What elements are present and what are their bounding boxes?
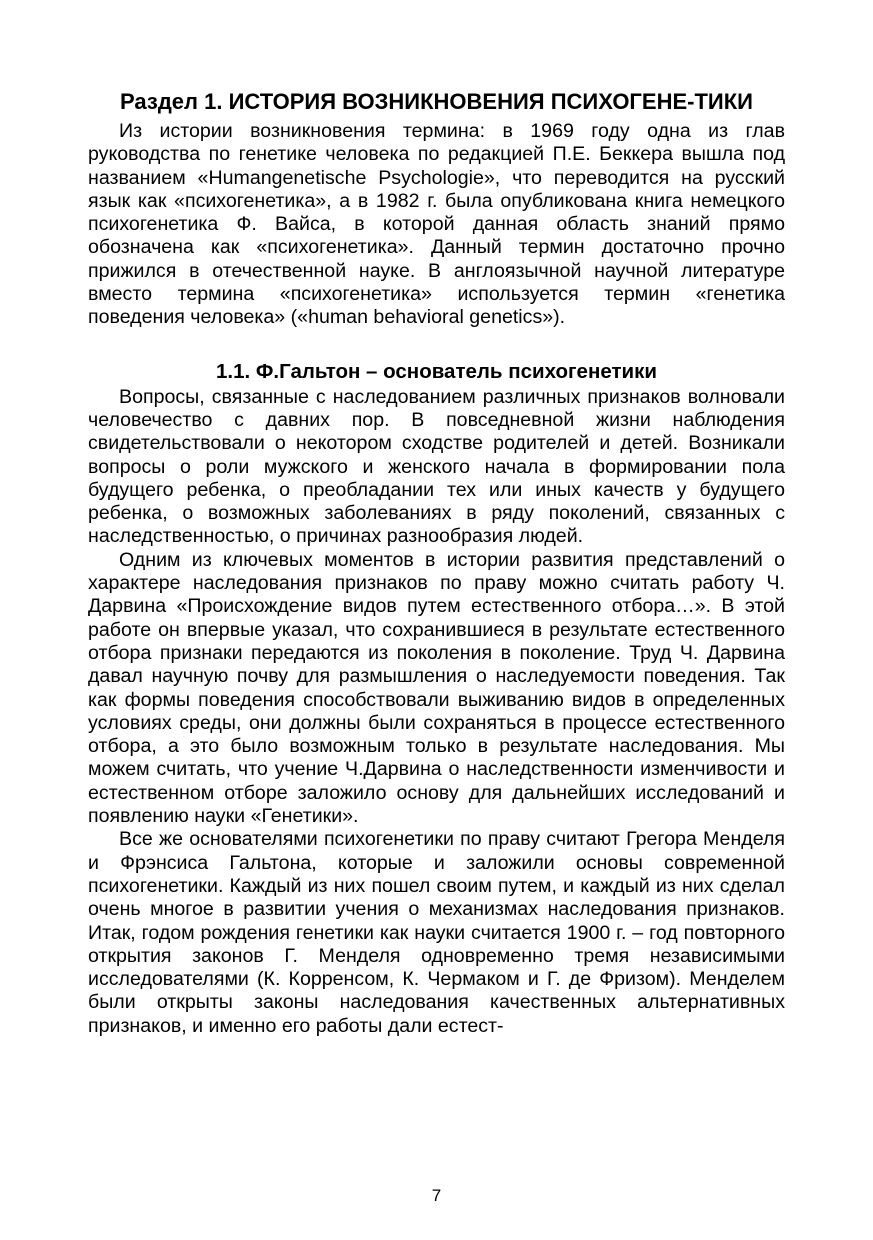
section-intro-paragraph: Из истории возникновения термина: в 1969 году одна из глав руководства по генетике человека по редакцией П.Е. Беккера вышла под названием «Humangenetische Psychologie», что переводится на русский язык как «психогенетика», а в 1982 г. была опубликована книга немецкого психогенетика Ф. Вайса, в которой данная область знаний прямо обозначена как «психогенетика». Данный термин достаточно прочно прижился в отечественной науке. В англоязычной научной литературе вместо термина «психогенетика» используется термин «генетика поведения человека» («human behavioral genetics»). xyxy=(88,120,785,329)
body-paragraph: Все же основателями психогенетики по праву считают Грегора Менделя и Фрэнсиса Гальтона, которые и заложили основы современной психогенетики. Каждый из них пошел своим путем, и каждый из них сделал очень многое в развитии учения о механизмах наследования признаков. Итак, годом рождения генетики как науки считается 1900 г. – год повторного открытия законов Г. Менделя одновременно тремя независимыми исследователями (К. Корренсом, К. Чермаком и Г. де Фризом). Менделем были открыты законы наследования качественных альтернативных признаков, и именно его работы дали естест- xyxy=(88,828,785,1037)
body-paragraph: Вопросы, связанные с наследованием различных признаков волновали человечество с давних пор. В повседневной жизни наблюдения свидетельствовали о некотором сходстве родителей и детей. Возникали вопросы о роли мужского и женского начала в формировании пола будущего ребенка, о преобладании тех или иных качеств у будущего ребенка, о возможных заболеваниях в ряду поколений, связанных с наследственностью, о причинах разнообразия людей. xyxy=(88,385,785,548)
document-page xyxy=(88,88,785,1038)
page-number: 7 xyxy=(431,1186,442,1205)
body-paragraph: Одним из ключевых моментов в истории развития представлений о характере наследования признаков по праву можно считать работу Ч. Дарвина «Происхождение видов путем естественного отбора…». В этой работе он впервые указал, что сохранившиеся в результате естественного отбора признаки передаются из поколения в поколение. Труд Ч. Дарвина давал научную почву для размышления о наследуемости поведения. Так как формы поведения способствовали выживанию видов в определенных условиях среды, они должны были сохраняться в процессе естественного отбора, а это было возможным только в результате наследования. Мы можем считать, что учение Ч.Дарвина о наследственности изменчивости и естественном отборе заложило основу для дальнейших исследований и появлению науки «Генетики». xyxy=(88,548,785,828)
section-title: Раздел 1. ИСТОРИЯ ВОЗНИКНОВЕНИЯ ПСИХОГЕНЕ-ТИКИ xyxy=(120,89,753,114)
subsection-title: 1.1. Ф.Гальтон – основатель психогенетики xyxy=(216,359,657,383)
